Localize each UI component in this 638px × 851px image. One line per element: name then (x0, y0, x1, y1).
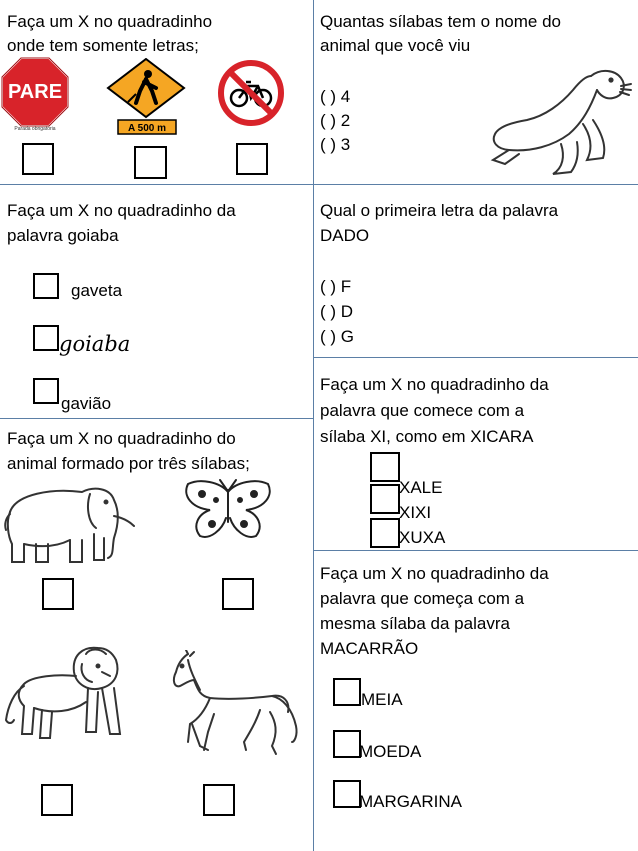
q2-option-1[interactable]: ( ) 4 (320, 87, 351, 106)
q2-option-2[interactable]: ( ) 2 (320, 111, 351, 130)
checkbox-gaveta[interactable] (33, 273, 59, 299)
lion-image (2, 642, 142, 746)
word-xixi: XIXI (399, 503, 432, 522)
word-xuxa: XUXA (399, 528, 446, 547)
q2-instruction-line2: animal que você viu (320, 36, 471, 55)
q1-instruction-line1: Faça um X no quadradinho (7, 12, 213, 31)
checkbox-margarina[interactable] (333, 780, 361, 808)
word-gaveta: gaveta (71, 281, 123, 300)
word-margarina: MARGARINA (359, 792, 462, 811)
seal-image (487, 64, 633, 180)
q1-instruction-line2: onde tem somente letras; (7, 36, 199, 55)
q3-instruction-line1: Faça um X no quadradinho da (7, 201, 236, 220)
stop-sign-text: PARE (7, 81, 63, 103)
word-meia: MEIA (361, 690, 403, 709)
no-bicycle-sign-image (218, 60, 284, 126)
checkbox-no-bicycle-sign[interactable] (236, 143, 268, 175)
checkbox-lion[interactable] (41, 784, 73, 816)
word-xale: XALE (399, 478, 443, 497)
horse-image (160, 650, 300, 762)
q2-option-3[interactable]: ( ) 3 (320, 135, 351, 154)
checkbox-butterfly[interactable] (222, 578, 254, 610)
elephant-image (2, 482, 136, 566)
worker-sign-image (106, 58, 188, 136)
stop-sign-image (0, 56, 70, 132)
q4-option-1[interactable]: ( ) F (320, 277, 352, 296)
row-divider-right-2 (313, 357, 638, 358)
row-divider-right-3 (313, 550, 638, 551)
checkbox-gaviao[interactable] (33, 378, 59, 404)
q7-instruction-line2: palavra que começa com a (320, 589, 525, 608)
checkbox-moeda[interactable] (333, 730, 361, 758)
worker-sign-text: A 500 m (128, 123, 166, 134)
checkbox-worker-sign[interactable] (134, 146, 167, 179)
butterfly-image (180, 478, 276, 542)
q5-instruction-line1: Faça um X no quadradinho da (320, 375, 549, 394)
q4-instruction-line2: DADO (320, 226, 370, 245)
q2-instruction-line1: Quantas sílabas tem o nome do (320, 12, 561, 31)
checkbox-xixi[interactable] (370, 484, 400, 514)
checkbox-xuxa[interactable] (370, 518, 400, 548)
word-goiaba: goiaba (59, 332, 131, 356)
q4-option-2[interactable]: ( ) D (320, 302, 354, 321)
q7-instruction-line3: mesma sílaba da palavra (320, 614, 510, 633)
q5-instruction-line2: palavra que comece com a (320, 401, 525, 420)
checkbox-xale[interactable] (370, 452, 400, 482)
checkbox-meia[interactable] (333, 678, 361, 706)
q4-instruction-line1: Qual o primeira letra da palavra (320, 201, 559, 220)
q3-instruction-line2: palavra goiaba (7, 226, 119, 245)
q6-instruction-line2: animal formado por três sílabas; (7, 454, 250, 473)
q5-instruction-line3: sílaba XI, como em XICARA (320, 427, 534, 446)
checkbox-elephant[interactable] (42, 578, 74, 610)
word-gaviao: gavião (61, 394, 112, 413)
q7-instruction-line4: MACARRÃO (320, 639, 419, 658)
checkbox-horse[interactable] (203, 784, 235, 816)
row-divider-1 (0, 184, 638, 185)
center-divider (313, 0, 314, 851)
q7-instruction-line1: Faça um X no quadradinho da (320, 564, 549, 583)
row-divider-left-2 (0, 418, 313, 419)
checkbox-stop-sign[interactable] (22, 143, 54, 175)
q6-instruction-line1: Faça um X no quadradinho do (7, 429, 236, 448)
stop-sign-subtext: Parada obrigatória (14, 126, 56, 132)
q4-option-3[interactable]: ( ) G (320, 327, 354, 346)
checkbox-goiaba[interactable] (33, 325, 59, 351)
word-moeda: MOEDA (359, 742, 422, 761)
